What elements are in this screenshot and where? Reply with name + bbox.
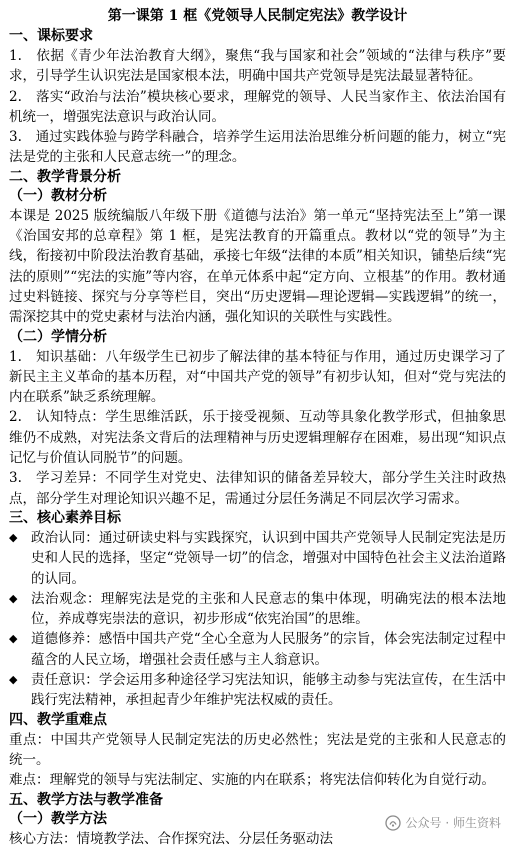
student-analysis-item-2: 2. 认知特点：学生思维活跃，乐于接受视频、互动等具象化教学形式，但抽象思维仍不成熟，对宪法条文背后的法理精神与历史逻辑理解存在困难，易出现“知识点记忆与价值认同脱节”的问题。 <box>9 409 506 467</box>
section-heading-background: 二、教学背景分析 <box>9 168 121 185</box>
student-analysis-item-1: 1. 知识基础：八年级学生已初步了解法律的基本特征与作用，通过历史课学习了新民主主义革命的基本历程，对“中国共产党的领导”有初步认知，但对“党与宪法的内在联系”缺乏系统理解。 <box>9 348 506 406</box>
difficult-point-paragraph: 难点：理解党的领导与宪法制定、实施的内在联系；将宪法信仰转化为自觉行动。 <box>9 772 495 789</box>
subsection-heading-textbook: （一）教材分析 <box>9 187 107 204</box>
subsection-heading-methods: （一）教学方法 <box>9 810 107 827</box>
literacy-goal-text: 责任意识：学会运用多种途径学习宪法知识，能够主动参与宪法宣传，在生活中践行宪法精神，承担起青少年维护宪法权威的责任。 <box>31 672 506 709</box>
document-title: 第一课第 1 框《党领导人民制定宪法》教学设计 <box>107 8 408 24</box>
section-heading-methods: 五、教学方法与教学准备 <box>9 791 163 808</box>
literacy-goal-text: 政治认同：通过研读史料与实践探究，认识到中国共产党领导人民制定宪法是历史和人民的选择，坚定“党领导一切”的信念，增强对中国特色社会主义法治道路的认同。 <box>31 529 506 587</box>
subsection-heading-students: （二）学情分析 <box>9 328 107 345</box>
diamond-bullet-icon: ◆ <box>9 632 18 646</box>
literacy-goal-1 <box>9 528 506 589</box>
core-methods-paragraph: 核心方法：情境教学法、合作探究法、分层任务驱动法 <box>9 830 333 847</box>
document-page <box>9 6 506 849</box>
literacy-goal-3 <box>9 629 506 670</box>
wechat-official-account-icon <box>385 815 401 831</box>
curriculum-item-2: 2. 落实“政治与法治”模块核心要求，理解党的领导、人民当家作主、依法治国有机统一，增强宪法意识与政治认同。 <box>9 88 506 125</box>
student-analysis-item-3: 3. 学习差异：不同学生对党史、法律知识的储备差异较大，部分学生关注时政热点，部分学生对理论知识兴趣不足，需通过分层任务满足不同层次学习需求。 <box>9 470 506 507</box>
watermark-text: 公众号 · 师生资料 <box>405 816 501 830</box>
literacy-goal-text: 道德修养：感悟中国共产党“全心全意为人民服务”的宗旨，体会宪法制定过程中蕴含的人民立场，增强社会责任感与主人翁意识。 <box>31 631 506 668</box>
section-heading-curriculum: 一、课标要求 <box>9 28 93 44</box>
curriculum-item-3: 3. 通过实践体验与跨学科融合，培养学生运用法治思维分析问题的能力，树立“宪法是党的主张和人民意志统一”的理念。 <box>9 129 506 166</box>
curriculum-item-1: 1. 依据《青少年法治教育大纲》，聚焦“我与国家和社会”领域的“法律与秩序”要求，引导学生认识宪法是国家根本法，明确中国共产党领导是宪法最显著特征。 <box>9 48 506 85</box>
literacy-goal-text: 法治观念：理解宪法是党的主张和人民意志的集中体现，明确宪法的根本法地位，养成尊宪崇法的意识，初步形成“依宪治国”的思维。 <box>31 590 506 628</box>
watermark <box>385 814 501 831</box>
diamond-bullet-icon: ◆ <box>9 530 18 544</box>
diamond-bullet-icon: ◆ <box>9 591 18 605</box>
diamond-bullet-icon: ◆ <box>9 673 18 687</box>
key-point-paragraph: 重点：中国共产党领导人民制定宪法的历史必然性；宪法是党的主张和人民意志的统一。 <box>9 731 506 768</box>
section-heading-key-points: 四、教学重难点 <box>9 711 107 728</box>
textbook-analysis-paragraph: 本课是 2025 版统编版八年级下册《道德与法治》第一单元“坚持宪法至上”第一课《治国安邦的总章程》第 1 框，是宪法教育的开篇重点。教材以“党的领导”为主线，衔接初中阶段法治教育基础，承接七年级“法律的本质”相关知识，铺垫后续“宪法的原则”“宪法的实施”等内容，在单元体系中起“定方向、立根基”的作用。教材通过史料链接、探究与分享等栏目，突出“历史逻辑—理论逻辑—实践逻辑”的统一，需深挖其中的党史素材与法治内涵，强化知识的关联性与实践性。 <box>9 207 506 326</box>
literacy-goal-2 <box>9 589 506 630</box>
section-heading-literacy: 三、核心素养目标 <box>9 509 121 526</box>
literacy-goal-4 <box>9 670 506 711</box>
